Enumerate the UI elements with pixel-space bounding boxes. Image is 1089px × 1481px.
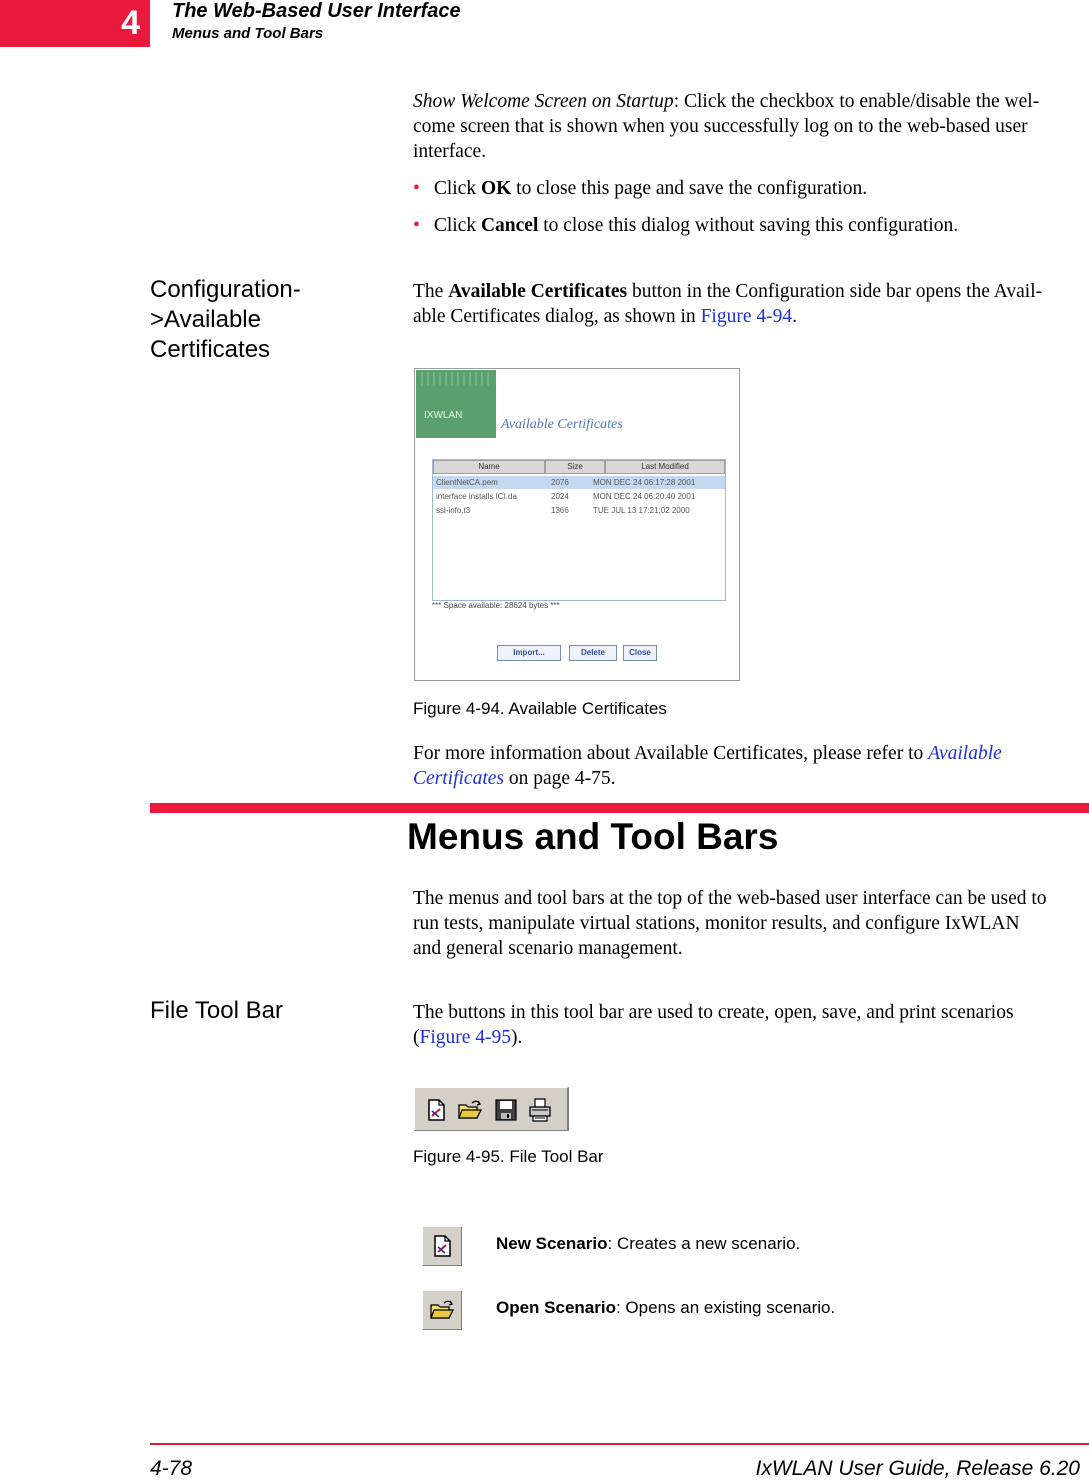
cell-size: 2076 xyxy=(551,478,569,487)
open-folder-icon[interactable] xyxy=(457,1097,483,1123)
guide-title: IxWLAN User Guide, Release 6.20 xyxy=(755,1457,1080,1480)
dialog-title: Available Certificates xyxy=(501,417,623,432)
certificate-list[interactable] xyxy=(432,459,726,601)
desc-text: : Opens an existing scenario. xyxy=(615,1298,836,1317)
welcome-line-2: come screen that is shown when you successfully log on to the web-based user xyxy=(413,116,1028,137)
new-scenario-description xyxy=(496,1234,800,1254)
figure-4-95-caption: Figure 4-95. File Tool Bar xyxy=(413,1147,604,1166)
running-header-subtitle: Menus and Tool Bars xyxy=(172,25,324,42)
welcome-line-3: interface. xyxy=(413,141,487,162)
banner-text: IXWLAN xyxy=(424,410,463,421)
welcome-text-1: : Click the checkbox to enable/disable the wel- xyxy=(673,91,1040,112)
close-button[interactable]: Close xyxy=(623,645,657,661)
available-certificates-link[interactable]: Certificates xyxy=(413,768,504,789)
file-toolbar-paragraph xyxy=(413,1000,1089,1050)
bullet-rest: to close this page and save the configuration. xyxy=(511,178,868,199)
open-scenario-description xyxy=(496,1298,835,1318)
side-heading-line: >Available xyxy=(150,306,261,333)
section-heading: Menus and Tool Bars xyxy=(407,816,779,857)
cell-modified: MON DEC 24 06:17:28 2001 xyxy=(593,478,696,487)
table-row[interactable] xyxy=(433,504,725,517)
cell-name: ssl-info.t3 xyxy=(436,506,471,515)
new-scenario-icon[interactable] xyxy=(423,1097,449,1123)
welcome-paragraph xyxy=(413,89,1089,164)
welcome-line-1 xyxy=(413,89,1089,114)
side-heading-available-certificates xyxy=(150,275,301,365)
welcome-term: Show Welcome Screen on Startup xyxy=(413,91,674,112)
figure-4-94-link[interactable]: Figure 4-94 xyxy=(700,306,793,327)
section-rule xyxy=(150,803,1089,813)
save-disk-icon[interactable] xyxy=(493,1097,519,1123)
term: New Scenario xyxy=(496,1234,608,1253)
open-folder-icon xyxy=(429,1297,455,1323)
para-text: . xyxy=(792,306,797,327)
para-text: on page 4-75. xyxy=(504,768,616,789)
para-line: and general scenario management. xyxy=(413,938,683,959)
para-text: ( xyxy=(413,1027,420,1048)
para-line xyxy=(413,1025,1089,1050)
chapter-number: 4 xyxy=(121,4,140,42)
bullet-dot: • xyxy=(413,178,420,199)
bullet-rest: to close this dialog without saving this configuration. xyxy=(538,215,959,236)
page-number: 4-78 xyxy=(150,1457,193,1480)
more-info-line-2 xyxy=(413,766,1089,791)
open-scenario-swatch xyxy=(422,1290,462,1330)
cell-size: 2024 xyxy=(551,492,569,501)
figure-4-95-link[interactable]: Figure 4-95 xyxy=(419,1027,512,1048)
para-text: For more information about Available Certificates, please refer to xyxy=(413,743,929,764)
para-line: The buttons in this tool bar are used to create, open, save, and print scenarios xyxy=(413,1002,1014,1023)
running-header-title: The Web-Based User Interface xyxy=(172,0,461,22)
column-header-size[interactable]: Size xyxy=(545,460,605,474)
ixwlan-banner xyxy=(416,370,496,438)
figure-4-94-caption: Figure 4-94. Available Certificates xyxy=(413,699,667,718)
bullet-bold: OK xyxy=(480,178,512,199)
para-text: The xyxy=(413,281,449,302)
chapter-tab xyxy=(0,0,150,47)
printer-icon[interactable] xyxy=(527,1097,553,1123)
side-heading-line: Configuration- xyxy=(150,276,301,303)
para-text: ). xyxy=(511,1027,523,1048)
bullet-bold: Cancel xyxy=(480,215,539,236)
para-bold: Available Certificates xyxy=(448,281,628,302)
footer-rule xyxy=(150,1443,1089,1445)
para-line: The menus and tool bars at the top of the web-based user interface can be used to xyxy=(413,888,1047,909)
bullet-prefix: Click xyxy=(433,178,481,199)
new-scenario-icon xyxy=(429,1233,455,1259)
table-row[interactable] xyxy=(433,476,725,489)
import-button[interactable]: Import... xyxy=(497,645,561,661)
more-info-paragraph xyxy=(413,741,1089,791)
cell-modified: TUE JUL 13 17:21:02 2000 xyxy=(593,506,690,515)
banner-pattern-icon xyxy=(416,370,496,390)
cell-size: 1366 xyxy=(551,506,569,515)
cell-name: ClientNetCA.pem xyxy=(436,478,498,487)
term: Open Scenario xyxy=(496,1298,616,1317)
bullet-dot: • xyxy=(413,215,420,236)
side-heading-file-tool-bar: File Tool Bar xyxy=(150,997,283,1024)
para-line: run tests, manipulate virtual stations, monitor results, and configure IxWLAN xyxy=(413,913,1020,934)
cell-modified: MON DEC 24 06:20:40 2001 xyxy=(593,492,696,501)
space-available-text: *** Space available: 28624 bytes *** xyxy=(432,601,560,610)
bullet-prefix: Click xyxy=(433,215,481,236)
cell-name: interface installs ICI.da xyxy=(436,492,517,501)
para-line-1 xyxy=(413,279,1089,304)
available-certificates-link[interactable]: Available xyxy=(928,743,1002,764)
table-row[interactable] xyxy=(433,490,725,503)
para-text: button in the Configuration side bar opens the Avail- xyxy=(627,281,1043,302)
para-text: able Certificates dialog, as shown in xyxy=(413,306,701,327)
new-scenario-swatch xyxy=(422,1226,462,1266)
column-header-last-modified[interactable]: Last Modified xyxy=(605,460,725,474)
side-heading-line: Certificates xyxy=(150,336,271,363)
available-certificates-screenshot xyxy=(414,368,740,681)
more-info-line-1 xyxy=(413,741,1089,766)
file-tool-bar xyxy=(414,1087,569,1131)
available-certificates-paragraph xyxy=(413,279,1089,329)
bullet-ok xyxy=(413,176,867,201)
delete-button[interactable]: Delete xyxy=(569,645,617,661)
menus-paragraph xyxy=(413,886,1089,961)
desc-text: : Creates a new scenario. xyxy=(607,1234,801,1253)
bullet-cancel xyxy=(413,213,958,238)
column-header-name[interactable]: Name xyxy=(433,460,545,474)
para-line-2 xyxy=(413,304,1089,329)
